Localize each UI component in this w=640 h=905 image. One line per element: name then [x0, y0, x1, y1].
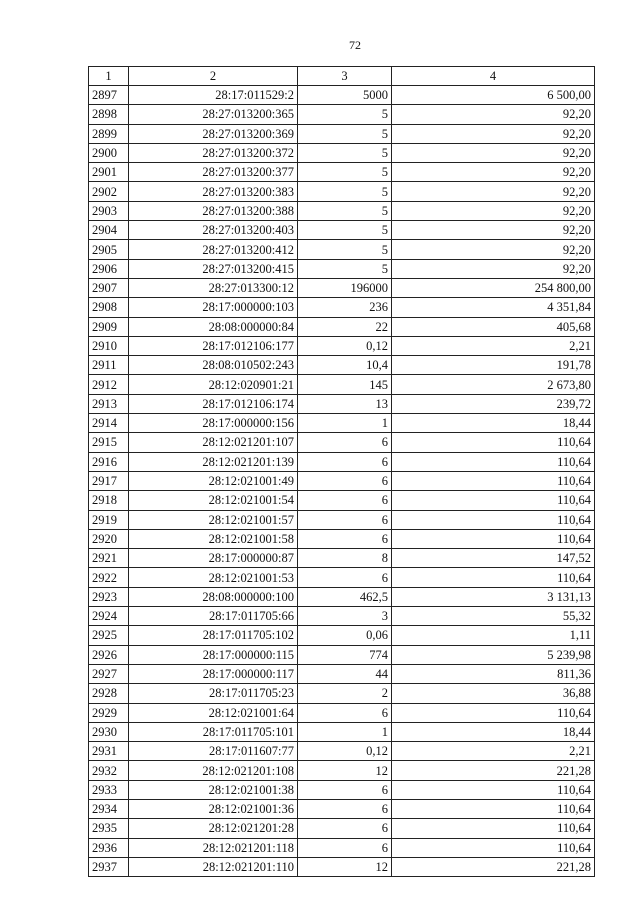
row-number-cell: 2916	[89, 452, 129, 471]
amount-cell: 110,64	[392, 780, 595, 799]
area-cell: 12	[298, 761, 392, 780]
cadastral-number-cell: 28:17:011529:2	[129, 86, 298, 105]
column-header-1: 1	[89, 67, 129, 86]
cadastral-number-cell: 28:12:021201:110	[129, 857, 298, 876]
row-number-cell: 2919	[89, 510, 129, 529]
row-number-cell: 2905	[89, 240, 129, 259]
row-number-cell: 2901	[89, 163, 129, 182]
amount-cell: 110,64	[392, 471, 595, 490]
table-row	[89, 819, 595, 838]
amount-cell: 110,64	[392, 529, 595, 548]
amount-cell: 2,21	[392, 336, 595, 355]
amount-cell: 4 351,84	[392, 298, 595, 317]
row-number-cell: 2928	[89, 684, 129, 703]
amount-cell: 110,64	[392, 433, 595, 452]
row-number-cell: 2907	[89, 278, 129, 297]
cadastral-number-cell: 28:17:000000:103	[129, 298, 298, 317]
amount-cell: 221,28	[392, 857, 595, 876]
table-row	[89, 182, 595, 201]
row-number-cell: 2926	[89, 645, 129, 664]
area-cell: 8	[298, 549, 392, 568]
row-number-cell: 2935	[89, 819, 129, 838]
area-cell: 5	[298, 259, 392, 278]
cadastral-number-cell: 28:12:021201:28	[129, 819, 298, 838]
amount-cell: 147,52	[392, 549, 595, 568]
cadastral-number-cell: 28:27:013200:388	[129, 201, 298, 220]
area-cell: 145	[298, 375, 392, 394]
table-row	[89, 761, 595, 780]
cadastral-number-cell: 28:12:021001:64	[129, 703, 298, 722]
row-number-cell: 2924	[89, 607, 129, 626]
amount-cell: 55,32	[392, 607, 595, 626]
area-cell: 6	[298, 529, 392, 548]
row-number-cell: 2917	[89, 471, 129, 490]
table-row	[89, 124, 595, 143]
row-number-cell: 2913	[89, 394, 129, 413]
table-row	[89, 722, 595, 741]
row-number-cell: 2902	[89, 182, 129, 201]
data-table	[88, 66, 595, 877]
area-cell: 6	[298, 452, 392, 471]
cadastral-number-cell: 28:08:000000:100	[129, 587, 298, 606]
area-cell: 6	[298, 819, 392, 838]
table-row	[89, 587, 595, 606]
area-cell: 5	[298, 163, 392, 182]
table-row	[89, 105, 595, 124]
row-number-cell: 2929	[89, 703, 129, 722]
cadastral-number-cell: 28:17:011705:101	[129, 722, 298, 741]
table-row	[89, 356, 595, 375]
area-cell: 2	[298, 684, 392, 703]
table-row	[89, 491, 595, 510]
area-cell: 6	[298, 433, 392, 452]
row-number-cell: 2927	[89, 664, 129, 683]
row-number-cell: 2932	[89, 761, 129, 780]
amount-cell: 110,64	[392, 452, 595, 471]
cadastral-number-cell: 28:12:021201:107	[129, 433, 298, 452]
row-number-cell: 2903	[89, 201, 129, 220]
area-cell: 5	[298, 240, 392, 259]
row-number-cell: 2908	[89, 298, 129, 317]
amount-cell: 92,20	[392, 240, 595, 259]
cadastral-number-cell: 28:12:021001:58	[129, 529, 298, 548]
row-number-cell: 2914	[89, 414, 129, 433]
area-cell: 6	[298, 491, 392, 510]
area-cell: 13	[298, 394, 392, 413]
cadastral-number-cell: 28:12:021201:118	[129, 838, 298, 857]
area-cell: 5	[298, 221, 392, 240]
cadastral-number-cell: 28:12:021001:57	[129, 510, 298, 529]
cadastral-number-cell: 28:12:021001:38	[129, 780, 298, 799]
amount-cell: 811,36	[392, 664, 595, 683]
table-row	[89, 298, 595, 317]
amount-cell: 110,64	[392, 510, 595, 529]
row-number-cell: 2912	[89, 375, 129, 394]
row-number-cell: 2918	[89, 491, 129, 510]
area-cell: 0,12	[298, 336, 392, 355]
table-row	[89, 394, 595, 413]
table-row	[89, 471, 595, 490]
cadastral-number-cell: 28:17:000000:115	[129, 645, 298, 664]
table-row	[89, 433, 595, 452]
area-cell: 5	[298, 105, 392, 124]
cadastral-number-cell: 28:08:010502:243	[129, 356, 298, 375]
column-header-3: 3	[298, 67, 392, 86]
table-row	[89, 626, 595, 645]
row-number-cell: 2909	[89, 317, 129, 336]
cadastral-number-cell: 28:12:021001:54	[129, 491, 298, 510]
table-row	[89, 664, 595, 683]
row-number-cell: 2900	[89, 143, 129, 162]
table-row	[89, 240, 595, 259]
row-number-cell: 2904	[89, 221, 129, 240]
cadastral-number-cell: 28:17:011705:66	[129, 607, 298, 626]
row-number-cell: 2937	[89, 857, 129, 876]
area-cell: 22	[298, 317, 392, 336]
table-row	[89, 278, 595, 297]
amount-cell: 110,64	[392, 819, 595, 838]
amount-cell: 92,20	[392, 221, 595, 240]
amount-cell: 110,64	[392, 799, 595, 818]
table-row	[89, 414, 595, 433]
row-number-cell: 2911	[89, 356, 129, 375]
amount-cell: 92,20	[392, 124, 595, 143]
cadastral-number-cell: 28:17:011705:102	[129, 626, 298, 645]
amount-cell: 110,64	[392, 703, 595, 722]
amount-cell: 2,21	[392, 742, 595, 761]
amount-cell: 18,44	[392, 414, 595, 433]
cadastral-number-cell: 28:27:013200:415	[129, 259, 298, 278]
amount-cell: 6 500,00	[392, 86, 595, 105]
area-cell: 236	[298, 298, 392, 317]
row-number-cell: 2925	[89, 626, 129, 645]
area-cell: 5	[298, 201, 392, 220]
table-row	[89, 703, 595, 722]
table-row	[89, 163, 595, 182]
row-number-cell: 2906	[89, 259, 129, 278]
amount-cell: 254 800,00	[392, 278, 595, 297]
table-row	[89, 857, 595, 876]
cadastral-number-cell: 28:17:000000:117	[129, 664, 298, 683]
cadastral-number-cell: 28:17:012106:177	[129, 336, 298, 355]
table-row	[89, 684, 595, 703]
row-number-cell: 2910	[89, 336, 129, 355]
area-cell: 1	[298, 722, 392, 741]
table-body	[89, 86, 595, 877]
area-cell: 3	[298, 607, 392, 626]
cadastral-number-cell: 28:27:013200:412	[129, 240, 298, 259]
cadastral-number-cell: 28:17:011607:77	[129, 742, 298, 761]
table-row	[89, 259, 595, 278]
amount-cell: 110,64	[392, 568, 595, 587]
cadastral-number-cell: 28:12:021001:36	[129, 799, 298, 818]
amount-cell: 92,20	[392, 259, 595, 278]
amount-cell: 1,11	[392, 626, 595, 645]
cadastral-number-cell: 28:12:021001:53	[129, 568, 298, 587]
table-row	[89, 799, 595, 818]
table-row	[89, 336, 595, 355]
cadastral-number-cell: 28:12:020901:21	[129, 375, 298, 394]
cadastral-number-cell: 28:12:021201:139	[129, 452, 298, 471]
area-cell: 5	[298, 124, 392, 143]
amount-cell: 221,28	[392, 761, 595, 780]
row-number-cell: 2921	[89, 549, 129, 568]
table-row	[89, 607, 595, 626]
area-cell: 774	[298, 645, 392, 664]
amount-cell: 18,44	[392, 722, 595, 741]
cadastral-number-cell: 28:27:013200:403	[129, 221, 298, 240]
area-cell: 1	[298, 414, 392, 433]
table-row	[89, 221, 595, 240]
amount-cell: 405,68	[392, 317, 595, 336]
table-row	[89, 549, 595, 568]
area-cell: 6	[298, 799, 392, 818]
cadastral-number-cell: 28:27:013200:383	[129, 182, 298, 201]
row-number-cell: 2930	[89, 722, 129, 741]
area-cell: 44	[298, 664, 392, 683]
page-number: 72	[349, 38, 361, 52]
row-number-cell: 2923	[89, 587, 129, 606]
cadastral-number-cell: 28:27:013200:365	[129, 105, 298, 124]
column-header-2: 2	[129, 67, 298, 86]
area-cell: 462,5	[298, 587, 392, 606]
cadastral-number-cell: 28:27:013200:369	[129, 124, 298, 143]
area-cell: 6	[298, 703, 392, 722]
row-number-cell: 2922	[89, 568, 129, 587]
amount-cell: 110,64	[392, 838, 595, 857]
row-number-cell: 2933	[89, 780, 129, 799]
table-row	[89, 645, 595, 664]
cadastral-number-cell: 28:17:000000:87	[129, 549, 298, 568]
amount-cell: 5 239,98	[392, 645, 595, 664]
amount-cell: 2 673,80	[392, 375, 595, 394]
amount-cell: 36,88	[392, 684, 595, 703]
area-cell: 0,06	[298, 626, 392, 645]
area-cell: 5	[298, 182, 392, 201]
row-number-cell: 2934	[89, 799, 129, 818]
area-cell: 196000	[298, 278, 392, 297]
amount-cell: 110,64	[392, 491, 595, 510]
area-cell: 5000	[298, 86, 392, 105]
area-cell: 6	[298, 471, 392, 490]
amount-cell: 239,72	[392, 394, 595, 413]
cadastral-number-cell: 28:27:013300:12	[129, 278, 298, 297]
area-cell: 6	[298, 838, 392, 857]
area-cell: 6	[298, 510, 392, 529]
area-cell: 5	[298, 143, 392, 162]
row-number-cell: 2931	[89, 742, 129, 761]
table-row	[89, 375, 595, 394]
column-header-4: 4	[392, 67, 595, 86]
row-number-cell: 2899	[89, 124, 129, 143]
table-row	[89, 317, 595, 336]
table-row	[89, 510, 595, 529]
area-cell: 6	[298, 780, 392, 799]
table-row	[89, 201, 595, 220]
table-row	[89, 86, 595, 105]
area-cell: 6	[298, 568, 392, 587]
amount-cell: 92,20	[392, 182, 595, 201]
cadastral-number-cell: 28:12:021201:108	[129, 761, 298, 780]
area-cell: 12	[298, 857, 392, 876]
amount-cell: 92,20	[392, 105, 595, 124]
table-row	[89, 529, 595, 548]
row-number-cell: 2898	[89, 105, 129, 124]
amount-cell: 191,78	[392, 356, 595, 375]
cadastral-number-cell: 28:08:000000:84	[129, 317, 298, 336]
cadastral-number-cell: 28:17:011705:23	[129, 684, 298, 703]
row-number-cell: 2915	[89, 433, 129, 452]
table-row	[89, 780, 595, 799]
cadastral-number-cell: 28:12:021001:49	[129, 471, 298, 490]
cadastral-number-cell: 28:17:000000:156	[129, 414, 298, 433]
row-number-cell: 2936	[89, 838, 129, 857]
table-row	[89, 452, 595, 471]
area-cell: 0,12	[298, 742, 392, 761]
amount-cell: 92,20	[392, 143, 595, 162]
table-header-row	[89, 67, 595, 86]
cadastral-number-cell: 28:17:012106:174	[129, 394, 298, 413]
amount-cell: 3 131,13	[392, 587, 595, 606]
table-row	[89, 143, 595, 162]
table-row	[89, 568, 595, 587]
table-row	[89, 838, 595, 857]
amount-cell: 92,20	[392, 163, 595, 182]
row-number-cell: 2920	[89, 529, 129, 548]
cadastral-number-cell: 28:27:013200:372	[129, 143, 298, 162]
amount-cell: 92,20	[392, 201, 595, 220]
table-row	[89, 742, 595, 761]
cadastral-number-cell: 28:27:013200:377	[129, 163, 298, 182]
area-cell: 10,4	[298, 356, 392, 375]
row-number-cell: 2897	[89, 86, 129, 105]
